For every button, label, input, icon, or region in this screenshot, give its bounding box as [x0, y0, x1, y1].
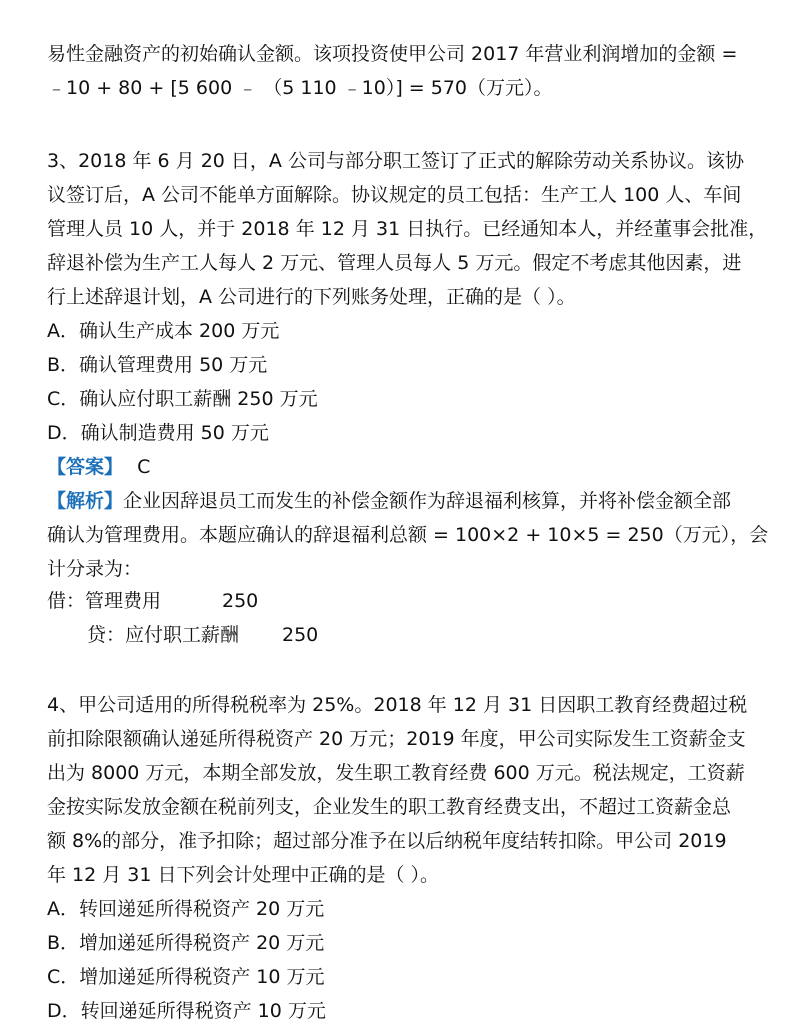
q3-stem-line-1: 3、2018 年 6 月 20 日，A 公司与部分职工签订了正式的解除劳动关系协议。该协 [47, 150, 744, 172]
q4-stem-line-1: 4、甲公司适用的所得税税率为 25%。2018 年 12 月 31 日因职工教育经费超过税 [47, 694, 748, 716]
debit-account-label: 借：管理费用 [47, 590, 162, 612]
debit-amount: 250 [222, 590, 259, 612]
q4-option-b: B．增加递延所得税资产 20 万元 [47, 932, 325, 954]
q3-stem-line-5: 行上述辞退计划，A 公司进行的下列账务处理，正确的是（ ）。 [47, 286, 576, 308]
q3-stem-line-4: 辞退补偿为生产工人每人 2 万元、管理人员每人 5 万元。假定不考虑其他因素，进 [47, 252, 742, 274]
q4-option-d: D．转回递延所得税资产 10 万元 [47, 1000, 326, 1022]
q3-stem-line-2: 议签订后，A 公司不能单方面解除。协议规定的员工包括：生产工人 100 人、车间 [47, 184, 742, 206]
q4-stem-line-6: 年 12 月 31 日下列会计处理中正确的是（ ）。 [47, 864, 440, 886]
q4-stem-line-4: 金按实际发放金额在税前列支，企业发生的职工教育经费支出，不超过工资薪金总 [47, 796, 732, 818]
q4-option-c: C．增加递延所得税资产 10 万元 [47, 966, 325, 988]
q3-stem-line-3: 管理人员 10 人，并于 2018 年 12 月 31 日执行。已经通知本人，并经董事会批准， [47, 218, 768, 240]
analysis-tag: 【解析】 [47, 490, 124, 512]
credit-account-label: 贷：应付职工薪酬 [87, 624, 240, 646]
q3-analysis-line-1 [47, 489, 731, 513]
journal-entry-debit [47, 589, 259, 613]
q3-analysis-line-2: 确认为管理费用。本题应确认的辞退福利总额 = 100×2 + 10×5 = 250（万元），会 [47, 524, 769, 546]
credit-amount: 250 [282, 624, 319, 646]
q3-option-d: D．确认制造费用 50 万元 [47, 422, 269, 444]
q3-option-a: A．确认生产成本 200 万元 [47, 320, 280, 342]
q4-stem-line-2: 前扣除限额确认递延所得税资产 20 万元；2019 年度，甲公司实际发生工资薪金支 [47, 728, 746, 750]
intro-line-1: 易性金融资产的初始确认金额。该项投资使甲公司 2017 年营业利润增加的金额 = [47, 43, 738, 65]
journal-entry-credit [87, 623, 319, 647]
answer-value: C [137, 456, 151, 478]
q4-option-a: A．转回递延所得税资产 20 万元 [47, 898, 325, 920]
answer-tag: 【答案】 [47, 456, 124, 478]
analysis-text-1: 企业因辞退员工而发生的补偿金额作为辞退福利核算，并将补偿金额全部 [123, 490, 732, 512]
q4-stem-line-5: 额 8%的部分，准予扣除；超过部分准予在以后纳税年度结转扣除。甲公司 2019 [47, 830, 727, 852]
q3-option-c: C．确认应付职工薪酬 250 万元 [47, 388, 318, 410]
q3-answer [47, 455, 150, 479]
q3-analysis-line-3: 计分录为： [47, 558, 143, 580]
intro-line-2: ﹣10 + 80 + [5 600 ﹣ （5 110 ﹣10）] = 570（万元）。 [47, 77, 553, 99]
q4-stem-line-3: 出为 8000 万元，本期全部发放，发生职工教育经费 600 万元。税法规定，工资薪 [47, 762, 745, 784]
q3-option-b: B．确认管理费用 50 万元 [47, 354, 268, 376]
